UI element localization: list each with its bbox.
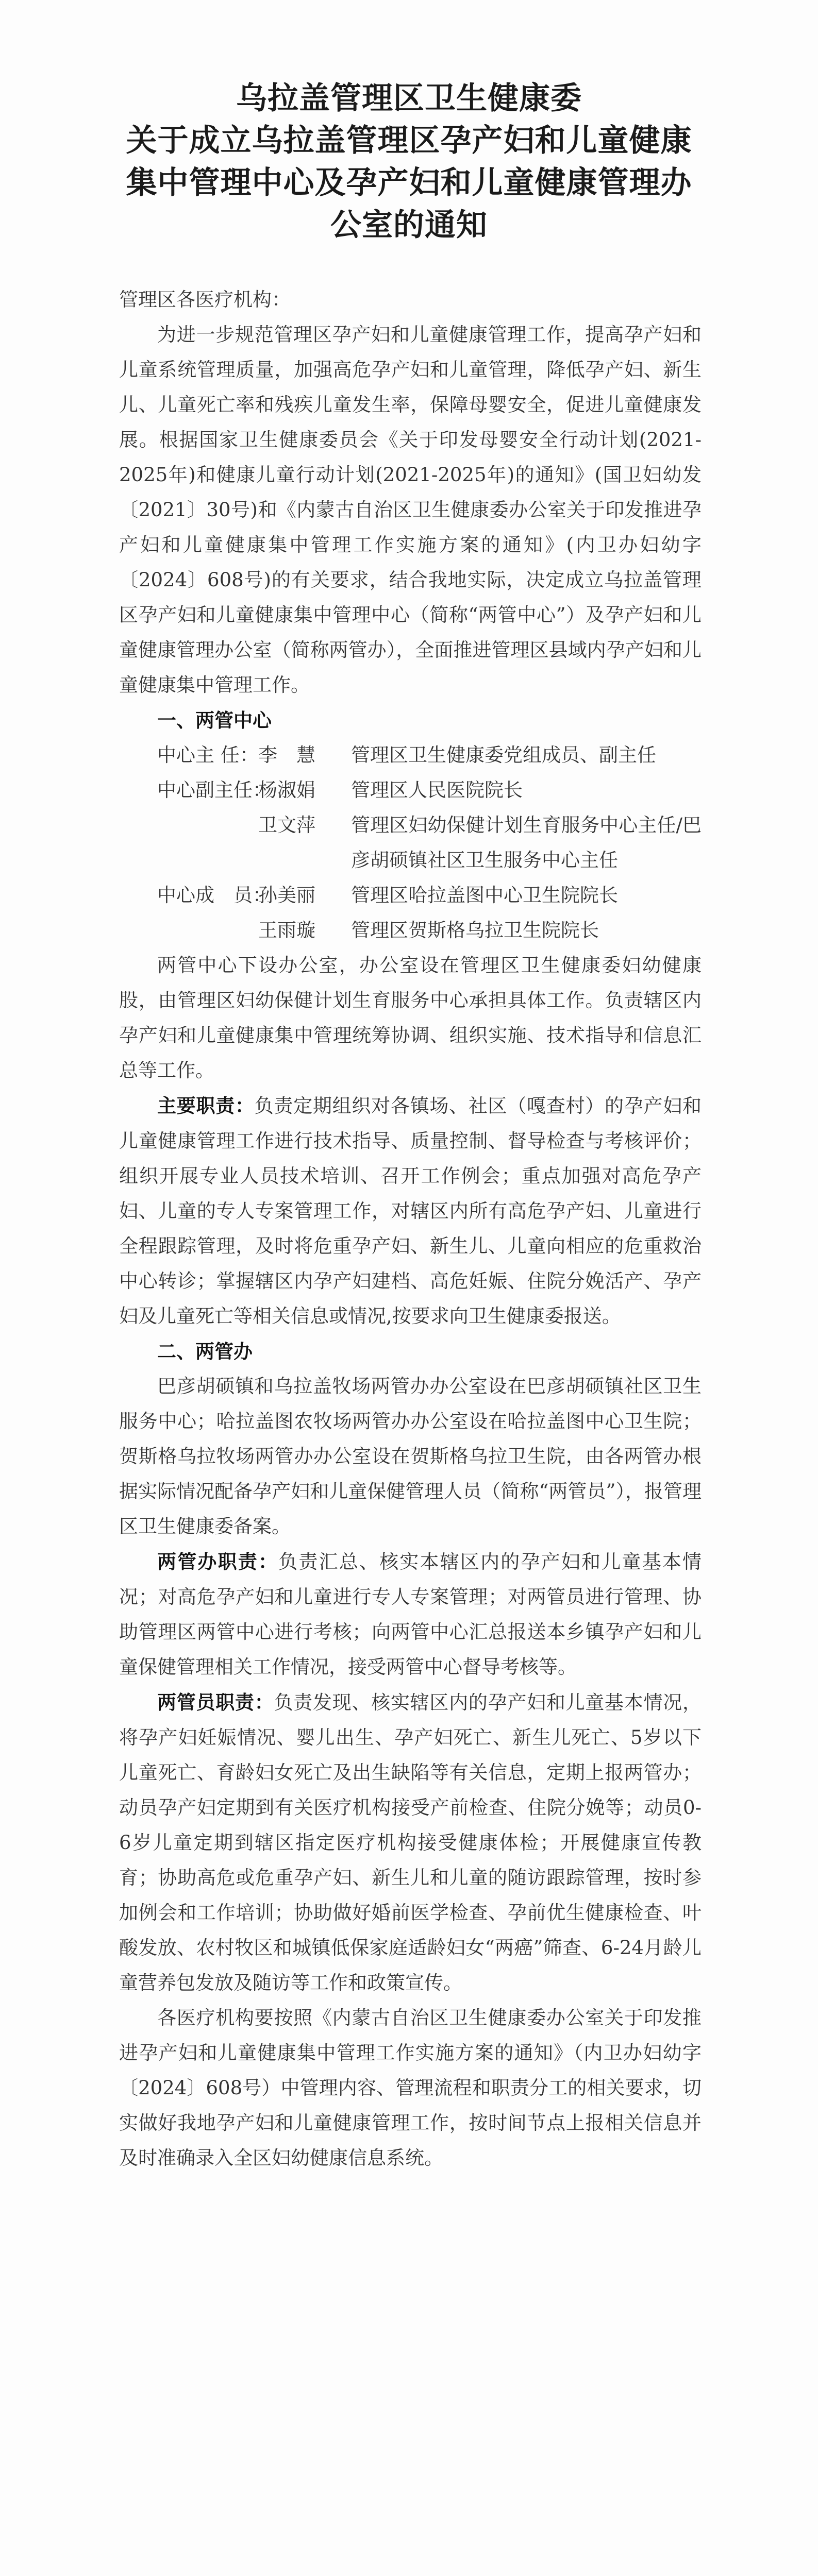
section-heading-office: 二、两管办 [157, 1340, 253, 1363]
office-duties-lead: 两管办职责： [157, 1550, 279, 1573]
document-title [93, 77, 725, 246]
roster-row [119, 808, 702, 878]
intro-paragraph: 为进一步规范管理区孕产妇和儿童健康管理工作，提高孕产妇和儿童系统管理质量，加强高危孕产妇和儿童管理，降低孕产妇、新生儿、儿童死亡率和残疾儿童发生率，保障母婴安全，促进儿童健康发展。根据国家卫生健康委员会《关于印发母婴安全行动计划(2021-2025年)和健康儿童行动计划(2021-2025年)的通知》(国卫妇幼发〔2021〕30号)和《内蒙古自治区卫生健康委办公室关于印发推进孕产妇和儿童健康集中管理工作实施方案的通知》(内卫办妇幼字〔2024〕608号)的有关要求，结合我地实际，决定成立乌拉盖管理区孕产妇和儿童健康集中管理中心（简称“两管中心”）及孕产妇和儿童健康管理办公室（简称两管办），全面推进管理区县域内孕产妇和儿童健康集中管理工作。 [119, 324, 702, 696]
roster-post: 管理区妇幼保健计划生育服务中心主任/巴彦胡硕镇社区卫生服务中心主任 [351, 814, 702, 871]
roster-role [119, 808, 258, 878]
roster-name: 孙美丽 [258, 884, 315, 906]
center-roster [119, 738, 702, 948]
staff-duties-text: 负责发现、核实辖区内的孕产妇和儿童基本情况，将孕产妇妊娠情况、婴儿出生、孕产妇死亡、新生儿死亡、5岁以下儿童死亡、育龄妇女死亡及出生缺陷等有关信息，定期上报两管办；动员孕产妇定期到有关医疗机构接受产前检查、住院分娩等；动员0-6岁儿童定期到辖区指定医疗机构接受健康体检；开展健康宣传教育；协助高危或危重孕产妇、新生儿和儿童的随访跟踪管理，按时参加例会和工作培训；协助做好婚前医学检查、孕前优生健康检查、叶酸发放、农村牧区和城镇低保家庭适龄妇女“两癌”筛查、6-24月龄儿童营养包发放及随访等工作和政策宣传。 [119, 1691, 702, 1994]
roster-row [119, 878, 702, 913]
office-duties-paragraph [119, 1544, 702, 1685]
roster-row [119, 913, 702, 948]
roster-role [119, 913, 258, 948]
title-line: 关于成立乌拉盖管理区孕产妇和儿童健康 [126, 123, 692, 159]
title-line: 乌拉盖管理区卫生健康委 [236, 80, 582, 116]
roster-name: 王雨璇 [258, 919, 315, 941]
roster-name: 李 慧 [258, 744, 315, 766]
office-paragraph: 巴彦胡硕镇和乌拉盖牧场两管办办公室设在巴彦胡硕镇社区卫生服务中心；哈拉盖图农牧场两管办办公室设在哈拉盖图中心卫生院；贺斯格乌拉牧场两管办办公室设在贺斯格乌拉卫生院，由各两管办根据实际情况配备孕产妇和儿童保健管理人员（简称“两管员”），报管理区卫生健康委备案。 [119, 1375, 702, 1537]
staff-duties-lead: 两管员职责： [157, 1691, 274, 1714]
section-heading-center: 一、两管中心 [157, 709, 272, 732]
center-duties-lead: 主要职责： [157, 1094, 255, 1117]
roster-role: 中心副主任： [157, 779, 272, 801]
roster-row [119, 773, 702, 808]
staff-duties-paragraph [119, 1685, 702, 2001]
roster-role: 中心成 员： [157, 884, 272, 906]
center-duties-paragraph [119, 1088, 702, 1334]
document-body [119, 282, 702, 2176]
center-office-paragraph: 两管中心下设办公室，办公室设在管理区卫生健康委妇幼健康股，由管理区妇幼保健计划生育服务中心承担具体工作。负责辖区内孕产妇和儿童健康集中管理统筹协调、组织实施、技术指导和信息汇总等工作。 [119, 954, 702, 1081]
roster-post: 管理区卫生健康委党组成员、副主任 [351, 744, 656, 766]
title-line: 公室的通知 [330, 207, 488, 243]
roster-post: 管理区人民医院院长 [351, 779, 523, 801]
roster-name: 杨淑娟 [258, 779, 315, 801]
closing-paragraph: 各医疗机构要按照《内蒙古自治区卫生健康委办公室关于印发推进孕产妇和儿童健康集中管理工作实施方案的通知》（内卫办妇幼字〔2024〕608号）中管理内容、管理流程和职责分工的相关要求，切实做好我地孕产妇和儿童健康管理工作，按时间节点上报相关信息并及时准确录入全区妇幼健康信息系统。 [119, 2007, 702, 2169]
roster-name: 卫文萍 [258, 814, 315, 836]
roster-row [119, 738, 702, 773]
office-duties-text: 负责汇总、核实本辖区内的孕产妇和儿童基本情况；对高危孕产妇和儿童进行专人专案管理；对两管员进行管理、协助管理区两管中心进行考核；向两管中心汇总报送本乡镇孕产妇和儿童保健管理相关工作情况，接受两管中心督导考核等。 [119, 1551, 702, 1678]
center-duties-text: 负责定期组织对各镇场、社区（嘎查村）的孕产妇和儿童健康管理工作进行技术指导、质量控制、督导检查与考核评价；组织开展专业人员技术培训、召开工作例会；重点加强对高危孕产妇、儿童的专人专案管理工作，对辖区内所有高危孕产妇、儿童进行全程跟踪管理，及时将危重孕产妇、新生儿、儿童向相应的危重救治中心转诊；掌握辖区内孕产妇建档、高危妊娠、住院分娩活产、孕产妇及儿童死亡等相关信息或情况,按要求向卫生健康委报送。 [119, 1095, 702, 1327]
title-line: 集中管理中心及孕产妇和儿童健康管理办 [126, 165, 692, 201]
roster-role: 中心主 任： [157, 744, 259, 766]
roster-post: 管理区哈拉盖图中心卫生院院长 [351, 884, 618, 906]
roster-post: 管理区贺斯格乌拉卫生院院长 [351, 919, 599, 941]
salutation: 管理区各医疗机构： [119, 289, 291, 311]
